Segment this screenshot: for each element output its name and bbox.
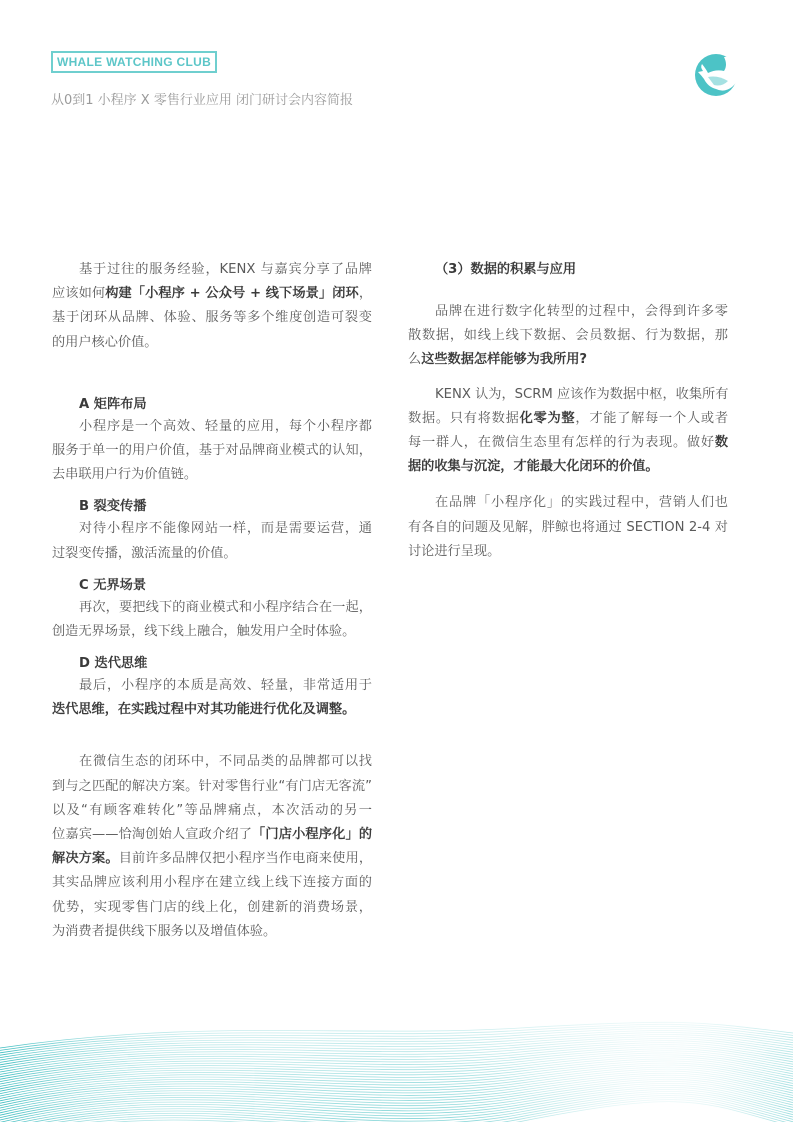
bold-text: 据的收集与沉淀，才能最大化闭环的价值。 [408, 459, 659, 475]
paragraph [408, 383, 728, 480]
section-heading: B 裂变传播 [79, 499, 147, 515]
text-line [52, 463, 372, 487]
text-span: 么 [408, 352, 422, 368]
text-line [52, 750, 372, 774]
text-line [52, 596, 372, 620]
text-line [52, 823, 372, 847]
page-subtitle: 从0到1 小程序 X 零售行业应用 闭门研讨会内容简报 [51, 93, 353, 108]
text-span: 每一群人，在微信生态里有怎样的行为表现。做好 [408, 434, 715, 450]
text-line [408, 491, 728, 515]
paragraph [52, 258, 372, 355]
bold-text: 数 [714, 434, 728, 450]
text-span: 基于闭环从品牌、体验、服务等多个维度创造可裂变 [52, 310, 372, 326]
text-span: 为消费者提供线下服务以及增值体验。 [52, 923, 277, 939]
bold-text: 解决方案。 [52, 851, 119, 867]
text-line [408, 300, 728, 324]
text-span: 应该如何 [52, 286, 106, 302]
text-span: 创造无界场景，线下线上融合，触发用户全时体验。 [52, 623, 356, 639]
wave-decoration [0, 1020, 793, 1122]
text-line [52, 415, 372, 439]
text-span: 对待小程序不能像网站一样，而是需要运营，通 [79, 521, 372, 537]
bold-text: 这些数据怎样能够为我所用? [421, 352, 588, 368]
text-line [52, 674, 372, 698]
text-span: 以及“有顾客难转化”等品牌痛点，本次活动的另一 [52, 802, 372, 818]
wave-line [0, 1102, 793, 1122]
text-line [408, 383, 728, 407]
text-line [52, 620, 372, 644]
club-badge: WHALE WATCHING CLUB [51, 51, 217, 73]
section-heading: （3）数据的积累与应用 [435, 262, 577, 277]
paragraph [408, 491, 728, 564]
text-span: 有各自的问题及见解，胖鲸也将通过 SECTION 2-4 对 [408, 519, 728, 535]
text-span: 基于过往的服务经验，KENX 与嘉宾分享了品牌 [79, 262, 372, 277]
text-span: 位嘉宾——恰淘创始人宣政介绍了 [52, 827, 253, 842]
text-span: 其实品牌应该利用小程序在建立线上线下连接方面的 [52, 875, 372, 891]
right-column [408, 260, 728, 564]
text-line [52, 871, 372, 895]
text-line [408, 324, 728, 348]
paragraph [52, 415, 372, 488]
text-span: 数据。只有将数据 [408, 410, 520, 426]
text-line [408, 407, 728, 431]
text-span: 过裂变传播，激活流量的价值。 [52, 545, 237, 561]
text-span: 优势，实现零售门店的线上化，创建新的消费场景， [52, 899, 372, 915]
bold-text: 迭代思维，在实践过程中对其功能进行优化及调整。 [52, 702, 356, 718]
text-span: 到与之匹配的解决方案。针对零售行业“有门店无客流” [52, 778, 372, 794]
paragraph [52, 674, 372, 722]
text-span: 目前许多品牌仅把小程序当作电商来使用， [118, 851, 373, 867]
text-line [52, 306, 372, 330]
text-line [52, 517, 372, 541]
text-span: 小程序是一个高效、轻量的应用，每个小程序都 [79, 418, 372, 434]
whale-logo-icon [694, 51, 742, 97]
text-span: 再次，要把线下的商业模式和小程序结合在一起， [79, 599, 372, 615]
text-line [408, 431, 728, 455]
text-line [52, 331, 372, 355]
text-line [52, 698, 372, 722]
text-span: 的用户核心价值。 [52, 334, 158, 350]
text-line [408, 516, 728, 540]
text-line [52, 920, 372, 944]
text-span: ， [358, 286, 372, 302]
text-line [52, 847, 372, 871]
text-line [408, 455, 728, 479]
text-span: ，才能了解每一个人或者 [575, 410, 729, 426]
text-span: 在微信生态的闭环中，不同品类的品牌都可以找 [79, 754, 372, 770]
text-line [52, 282, 372, 306]
paragraph [52, 517, 372, 565]
paragraph [52, 750, 372, 944]
text-span: 服务于单一的用户价值，基于对品牌商业模式的认知， [52, 442, 372, 458]
left-column [52, 258, 372, 944]
text-line [52, 542, 372, 566]
bold-text: 化零为整 [519, 410, 576, 426]
text-span: 在品牌「小程序化」的实践过程中，营销人们也 [435, 495, 728, 511]
paragraph [52, 596, 372, 644]
text-span: 讨论进行呈现。 [408, 543, 501, 559]
text-line [52, 258, 372, 282]
section-heading: A 矩阵布局 [79, 396, 147, 412]
text-span: KENX 认为，SCRM 应该作为数据中枢，收集所有 [435, 386, 729, 402]
text-line [408, 540, 728, 564]
bold-text: 构建「小程序 + 公众号 + 线下场景」闭环 [105, 286, 359, 302]
text-line [52, 799, 372, 823]
bold-text: 「门店小程序化」的 [252, 827, 373, 842]
text-line [52, 896, 372, 920]
text-line [52, 439, 372, 463]
section-heading: D 迭代思维 [79, 656, 148, 672]
paragraph [408, 300, 728, 373]
text-line [408, 348, 728, 372]
text-line [52, 775, 372, 799]
text-span: 品牌在进行数字化转型的过程中，会得到许多零 [435, 304, 728, 319]
section-heading: C 无界场景 [79, 577, 147, 593]
text-span: 最后，小程序的本质是高效、轻量，非常适用于 [79, 678, 372, 694]
text-span: 散数据，如线上线下数据、会员数据、行为数据，那 [408, 328, 728, 344]
text-span: 去串联用户行为价值链。 [52, 467, 198, 483]
